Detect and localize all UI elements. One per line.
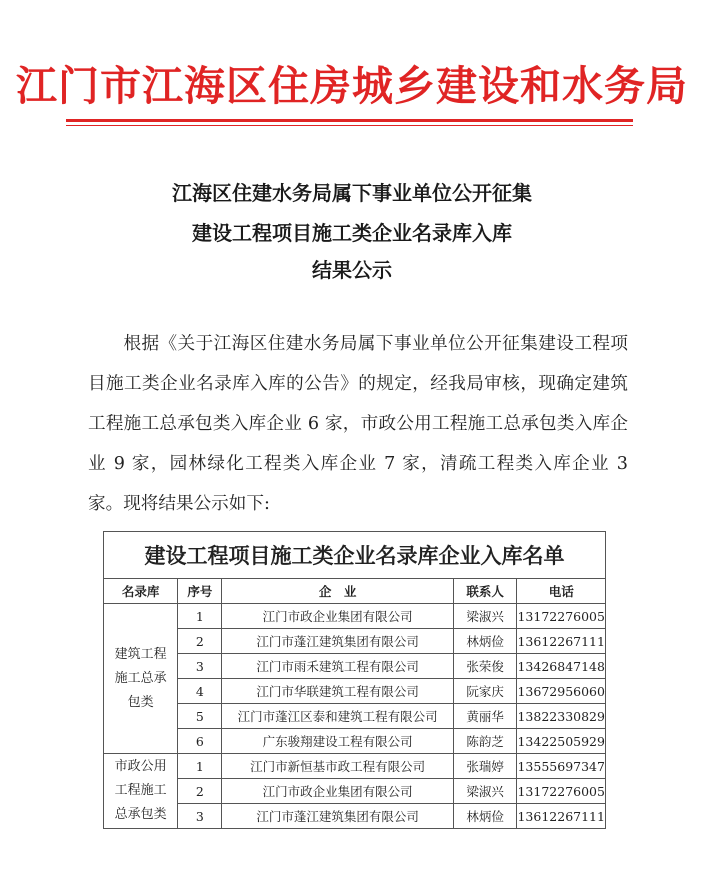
table-row [104,704,606,729]
seq-cell: 5 [178,704,222,729]
phone-cell: 13612267111 [517,629,606,654]
contact-cell: 张荣俊 [453,654,517,679]
enterprise-cell: 江门市蓬江建筑集团有限公司 [222,629,453,654]
notice-title-line-3: 结果公示 [312,258,392,282]
category-line: 建筑工程 [114,646,167,662]
contact-cell: 黄丽华 [453,704,517,729]
notice-title-line-1: 江海区住建水务局属下事业单位公开征集 [172,181,532,205]
category-cell [104,754,178,829]
table-row [104,629,606,654]
table-row [104,729,606,754]
table-row [104,604,606,629]
category-line: 包类 [127,694,154,710]
header-phone: 电话 [517,579,606,604]
seq-cell: 1 [178,754,222,779]
phone-cell: 13422505929 [517,729,606,754]
table-row [104,779,606,804]
phone-cell: 13426847148 [517,654,606,679]
header-rule-thin [66,125,633,126]
enterprise-cell: 江门市新恒基市政工程有限公司 [222,754,453,779]
category-line: 工程施工 [114,783,167,798]
seq-cell: 3 [178,654,222,679]
enterprise-cell: 江门市蓬江区泰和建筑工程有限公司 [222,704,453,729]
header-category: 名录库 [104,579,178,604]
notice-title-line-2: 建设工程项目施工类企业名录库入库 [192,221,512,245]
notice-body [88,324,628,524]
seq-cell: 1 [178,604,222,629]
seq-cell: 6 [178,729,222,754]
header-enterprise: 企 业 [222,579,453,604]
table-row [104,654,606,679]
contact-cell: 梁淑兴 [453,779,517,804]
seq-cell: 2 [178,629,222,654]
enterprise-cell: 江门市政企业集团有限公司 [222,779,453,804]
category-line: 施工总承 [114,670,167,686]
phone-cell: 13172276005 [517,779,606,804]
phone-cell: 13172276005 [517,604,606,629]
phone-cell: 13672956060 [517,679,606,704]
contact-cell: 梁淑兴 [453,604,517,629]
header-contact: 联系人 [453,579,517,604]
phone-cell: 13555697347 [517,754,606,779]
agency-header: 江门市江海区住房城乡建设和水务局 [16,62,688,110]
table-title: 建设工程项目施工类企业名录库企业入库名单 [104,532,606,579]
table-row [104,679,606,704]
enterprise-cell: 广东骏翔建设工程有限公司 [222,729,453,754]
enterprise-cell: 江门市政企业集团有限公司 [222,604,453,629]
header-seq: 序号 [178,579,222,604]
notice-body-text: 根据《关于江海区住建水务局属下事业单位公开征集建设工程项目施工类企业名录库入库的公告》的规定，经我局审核，现确定建筑工程施工总承包类入库企业 6 家，市政公用工程施工总承包类入库企业 9 家，园林绿化工程类入库企业 7 家，清疏工程类入库企业 3 家。现将结果公示如下: [88,334,628,514]
enterprise-roster-table [103,531,606,829]
category-line: 市政公用 [114,759,167,774]
table-row [104,754,606,779]
enterprise-cell: 江门市华联建筑工程有限公司 [222,679,453,704]
table-row [104,804,606,829]
contact-cell: 林炳俭 [453,629,517,654]
contact-cell: 陈韵芝 [453,729,517,754]
phone-cell: 13612267111 [517,804,606,829]
header-rule-thick [66,119,633,122]
table-header-row [104,579,606,604]
category-cell [104,604,178,754]
category-line: 总承包类 [114,807,167,822]
enterprise-cell: 江门市雨禾建筑工程有限公司 [222,654,453,679]
seq-cell: 2 [178,779,222,804]
contact-cell: 张瑞婷 [453,754,517,779]
seq-cell: 4 [178,679,222,704]
contact-cell: 林炳俭 [453,804,517,829]
contact-cell: 阮家庆 [453,679,517,704]
phone-cell: 13822330829 [517,704,606,729]
seq-cell: 3 [178,804,222,829]
enterprise-cell: 江门市蓬江建筑集团有限公司 [222,804,453,829]
